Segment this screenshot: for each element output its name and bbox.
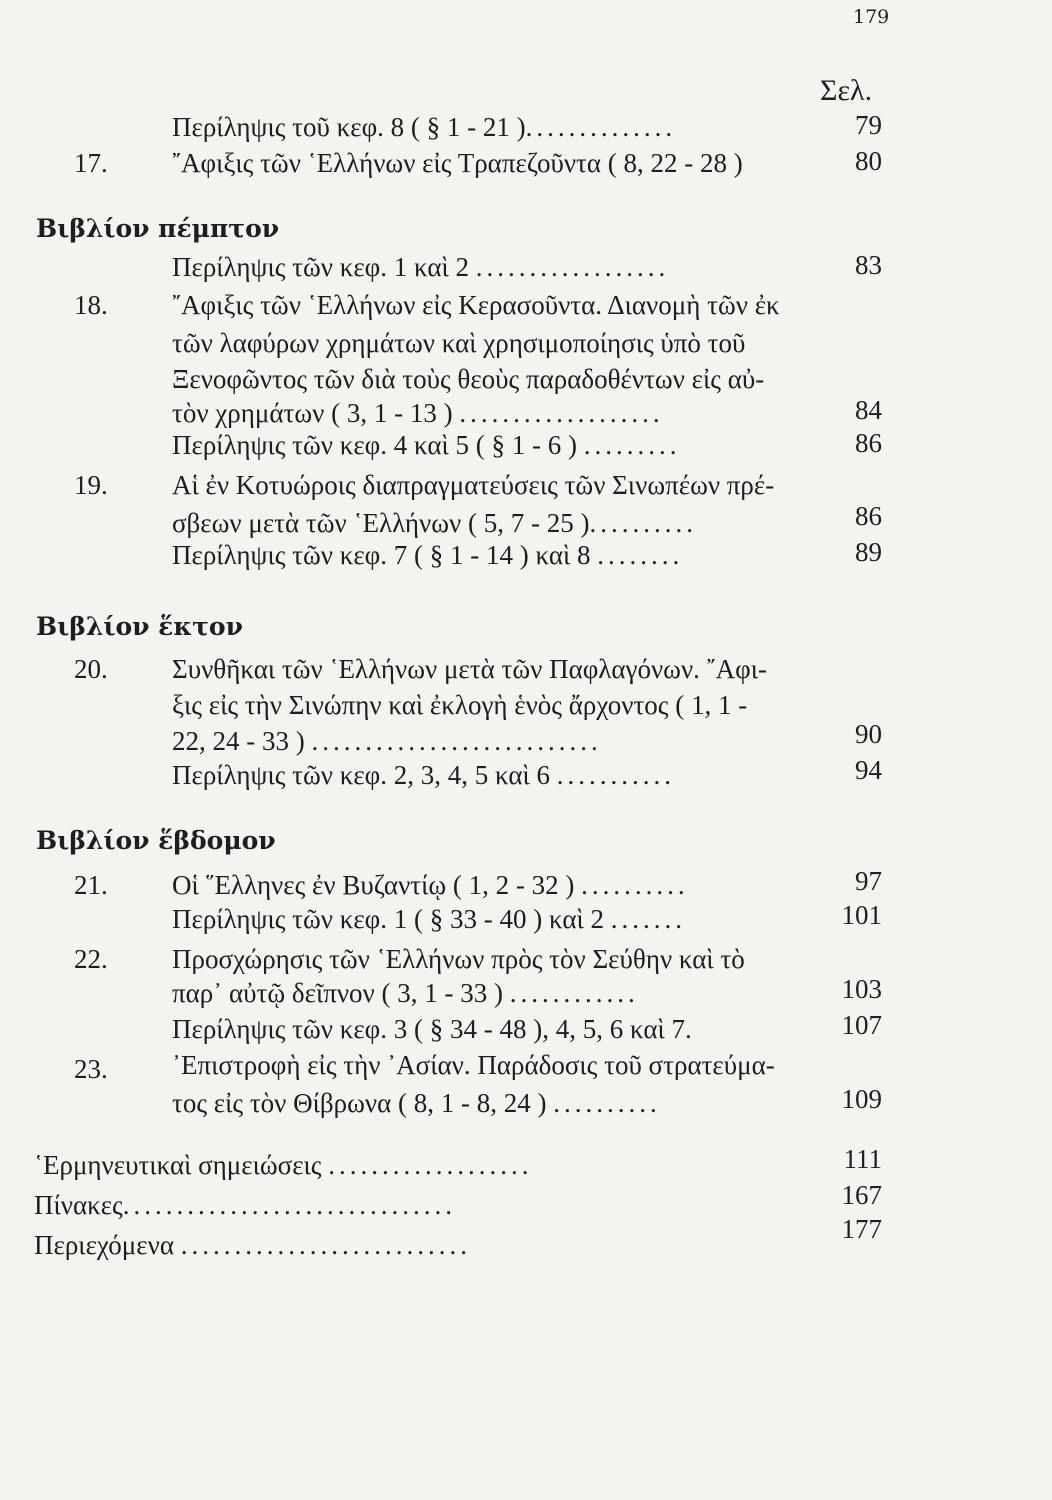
toc-entry: ξις εἰς τὴν Σινώπην καὶ ἐκλογὴ ἑνὸς ἄρχοντος ( 1, 1 - (172, 690, 748, 720)
page-number: 179 (853, 6, 890, 28)
back-matter-entry: Περιεχόμενα ........................... (34, 1230, 471, 1260)
toc-chapter-number: 19. (74, 470, 108, 500)
toc-entry: Αἱ ἐν Κοτυώροις διαπραγματεύσεις τῶν Σινωπέων πρέ- (172, 470, 775, 500)
toc-entry: τὸν χρημάτων ( 3, 1 - 13 ) ................... (172, 398, 664, 428)
toc-page: 101 (841, 900, 882, 930)
toc-page: 167 (841, 1180, 882, 1210)
toc-entry: Συνθῆκαι τῶν ῾Ελλήνων μετὰ τῶν Παφλαγόνων. ῎Αφι- (172, 654, 767, 684)
back-matter-entry: Πίνακες............................... (34, 1190, 457, 1220)
section-heading: Βιβλίον ἕκτον (36, 612, 243, 641)
toc-page: 177 (841, 1214, 882, 1244)
toc-page: 89 (855, 537, 882, 567)
toc-entry: Περίληψις τῶν κεφ. 3 ( § 34 - 48 ), 4, 5, 6 καὶ 7. (172, 1014, 692, 1044)
toc-entry: σβεων μετὰ τῶν ῾Ελλήνων ( 5, 7 - 25 ).......... (172, 508, 697, 538)
toc-entry: Προσχώρησις τῶν ῾Ελλήνων πρὸς τὸν Σεύθην καὶ τὸ (172, 944, 745, 974)
toc-chapter-number: 18. (74, 290, 108, 320)
toc-page: 84 (855, 395, 882, 425)
toc-entry: 22, 24 - 33 ) ........................... (172, 726, 602, 756)
toc-entry: Περίληψις τοῦ κεφ. 8 ( § 1 - 21 ).............. (172, 112, 677, 142)
toc-page: 107 (841, 1010, 882, 1040)
toc-page: 94 (855, 755, 882, 785)
toc-entry: ᾽Επιστροφὴ εἰς τὴν ᾽Ασίαν. Παράδοσις τοῦ στρατεύμα- (172, 1050, 775, 1080)
toc-entry: Περίληψις τῶν κεφ. 2, 3, 4, 5 καὶ 6 ........... (172, 760, 676, 790)
toc-chapter-number: 22. (74, 944, 108, 974)
toc-entry: ῎Αφιξις τῶν ῾Ελλήνων εἰς Τραπεζοῦντα ( 8, 22 - 28 ) (172, 148, 743, 178)
toc-entry: Περίληψις τῶν κεφ. 1 ( § 33 - 40 ) καὶ 2 ....... (172, 904, 687, 934)
toc-page: 103 (841, 974, 882, 1004)
toc-entry: τῶν λαφύρων χρημάτων καὶ χρησιμοποίησις ὑπὸ τοῦ (172, 328, 746, 358)
toc-chapter-number: 20. (74, 654, 108, 684)
section-heading: Βιβλίον πέμπτον (36, 214, 280, 243)
page-column-header: Σελ. (820, 74, 873, 107)
toc-page: 109 (841, 1084, 882, 1114)
toc-entry: Ξενοφῶντος τῶν διὰ τοὺς θεοὺς παραδοθέντων εἰς αὐ- (172, 364, 765, 394)
back-matter-entry: ῾Ερμηνευτικαὶ σημειώσεις ................... (34, 1150, 533, 1180)
toc-page: 97 (855, 866, 882, 896)
toc-page: 80 (855, 146, 882, 176)
toc-chapter-number: 21. (74, 870, 108, 900)
toc-entry: Οἱ ῞Ελληνες ἐν Βυζαντίῳ ( 1, 2 - 32 ) .......... (172, 870, 689, 900)
toc-entry: Περίληψις τῶν κεφ. 1 καὶ 2 .................. (172, 252, 670, 282)
toc-entry: Περίληψις τῶν κεφ. 7 ( § 1 - 14 ) καὶ 8 ........ (172, 540, 684, 570)
toc-entry: τος εἰς τὸν Θίβρωνα ( 8, 1 - 8, 24 ) .......... (172, 1088, 661, 1118)
toc-entry: ῎Αφιξις τῶν ῾Ελλήνων εἰς Κερασοῦντα. Διανομὴ τῶν ἐκ (172, 290, 780, 320)
toc-page: 79 (855, 110, 882, 140)
toc-page: 86 (855, 501, 882, 531)
toc-page: 83 (855, 250, 882, 280)
section-heading: Βιβλίον ἕβδομον (36, 826, 276, 855)
toc-chapter-number: 23. (74, 1054, 108, 1084)
toc-page: 86 (855, 428, 882, 458)
toc-page: 90 (855, 719, 882, 749)
toc-entry: παρ᾽ αὐτῷ δεῖπνον ( 3, 1 - 33 ) ............ (172, 978, 639, 1008)
toc-page: 111 (843, 1144, 882, 1174)
toc-chapter-number: 17. (74, 148, 108, 178)
toc-entry: Περίληψις τῶν κεφ. 4 καὶ 5 ( § 1 - 6 ) ......... (172, 430, 681, 460)
